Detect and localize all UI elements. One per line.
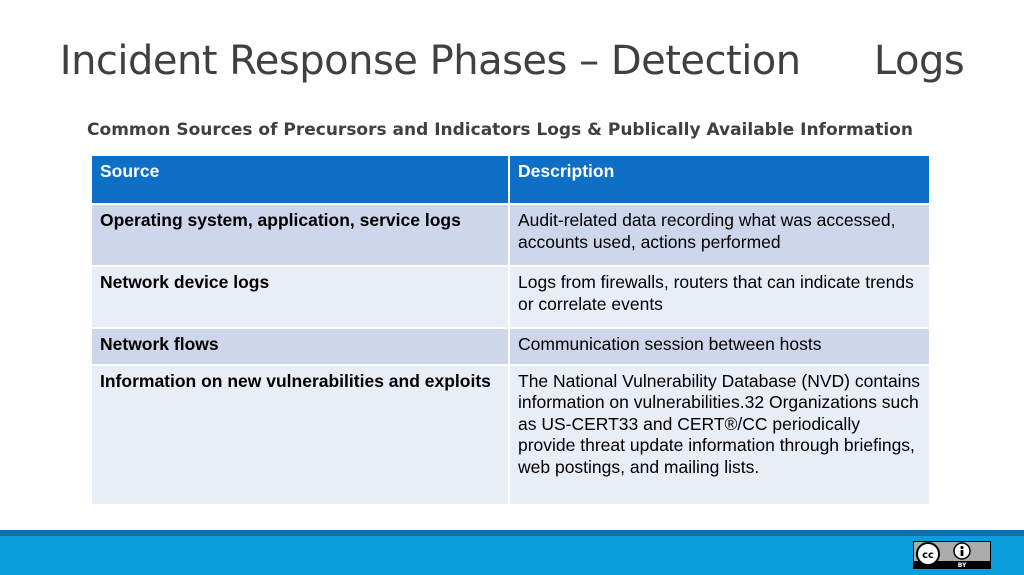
table-caption: Common Sources of Precursors and Indicators Logs & Publically Available Information [87, 120, 913, 140]
attribution-person-icon [954, 543, 970, 559]
svg-text:cc: cc [922, 550, 934, 561]
header-description: Description [509, 155, 930, 204]
source-cell: Information on new vulnerabilities and exploits [91, 365, 509, 505]
table-row [91, 328, 930, 365]
description-cell: Communication session between hosts [509, 328, 930, 365]
source-cell: Network device logs [91, 266, 509, 328]
table-header-row [91, 155, 930, 204]
creative-commons-icon [917, 543, 939, 565]
source-cell: Operating system, application, service logs [91, 204, 509, 266]
header-source: Source [91, 155, 509, 204]
source-cell: Network flows [91, 328, 509, 365]
description-cell: The National Vulnerability Database (NVD) contains information on vulnerabilities.32 Organizations such as US-CERT33 and CERT®/CC periodically provide threat update information through briefings, web postings, and mailing lists. [509, 365, 930, 505]
slide-title: Incident Response Phases – Detection Logs [59, 38, 965, 84]
table-row [91, 266, 930, 328]
description-cell: Logs from firewalls, routers that can indicate trends or correlate events [509, 266, 930, 328]
table-row [91, 204, 930, 266]
footer-bar [0, 536, 1024, 575]
table-row [91, 365, 930, 505]
sources-table [90, 154, 931, 506]
cc-by-license-badge [913, 541, 991, 569]
description-cell: Audit-related data recording what was accessed, accounts used, actions performed [509, 204, 930, 266]
license-label: BY [957, 562, 967, 568]
